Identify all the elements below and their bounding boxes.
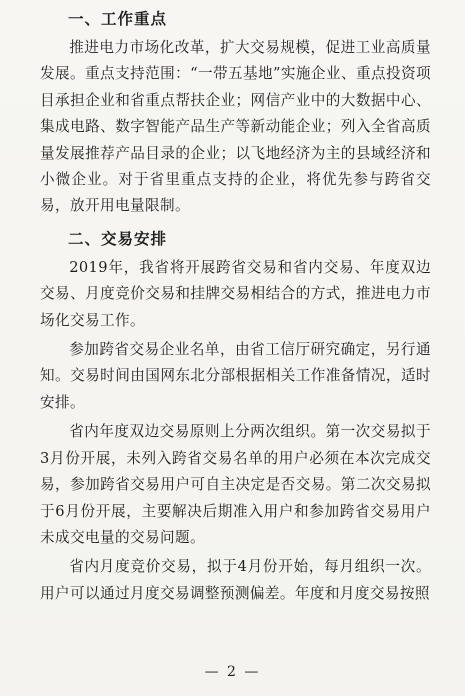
paragraph-2019-plan: 2019年，我省将开展跨省交易和省内交易、年度双边交易、月度竞价交易和挂牌交易相结合的方式，推进电力市场化交易工作。 — [40, 258, 431, 329]
paragraph-annual-bilateral: 省内年度双边交易原则上分两次组织。第一次交易拟于3月份开展，未列入跨省交易名单的用户必须在本次完成交易，参加跨省交易用户可自主决定是否交易。第二次交易拟于6月份开展，主要解决后期准入用户和参加跨省交易用户未成交电量的交易问题。 — [40, 423, 431, 546]
section-heading-work-focus: 一、工作重点 — [68, 10, 168, 28]
paragraph-monthly-bidding: 省内月度竞价交易，拟于4月份开始，每月组织一次。用户可以通过月度交易调整预测偏差。年度和月度交易按照 — [40, 558, 431, 602]
paragraph-cross-province-list: 参加跨省交易企业名单，由省工信厅研究确定，另行通知。交易时间由国网东北分部根据相关工作准备情况，适时安排。 — [40, 341, 431, 411]
page-number: — 2 — — [204, 664, 261, 680]
paragraph-work-focus: 推进电力市场化改革，扩大交易规模，促进工业高质量发展。重点支持范围：“一带五基地”实施企业、重点投资项目承担企业和省重点帮扶企业；网信产业中的大数据中心、集成电路、数字智能产品生产等新动能企业；列入全省高质量发展推荐产品目录的企业；以飞地经济为主的县域经济和小微企业。对于省里重点支持的企业，将优先参与跨省交易，放开用电量限制。 — [40, 39, 431, 215]
section-heading-trading-arrangement: 二、交易安排 — [68, 229, 168, 248]
